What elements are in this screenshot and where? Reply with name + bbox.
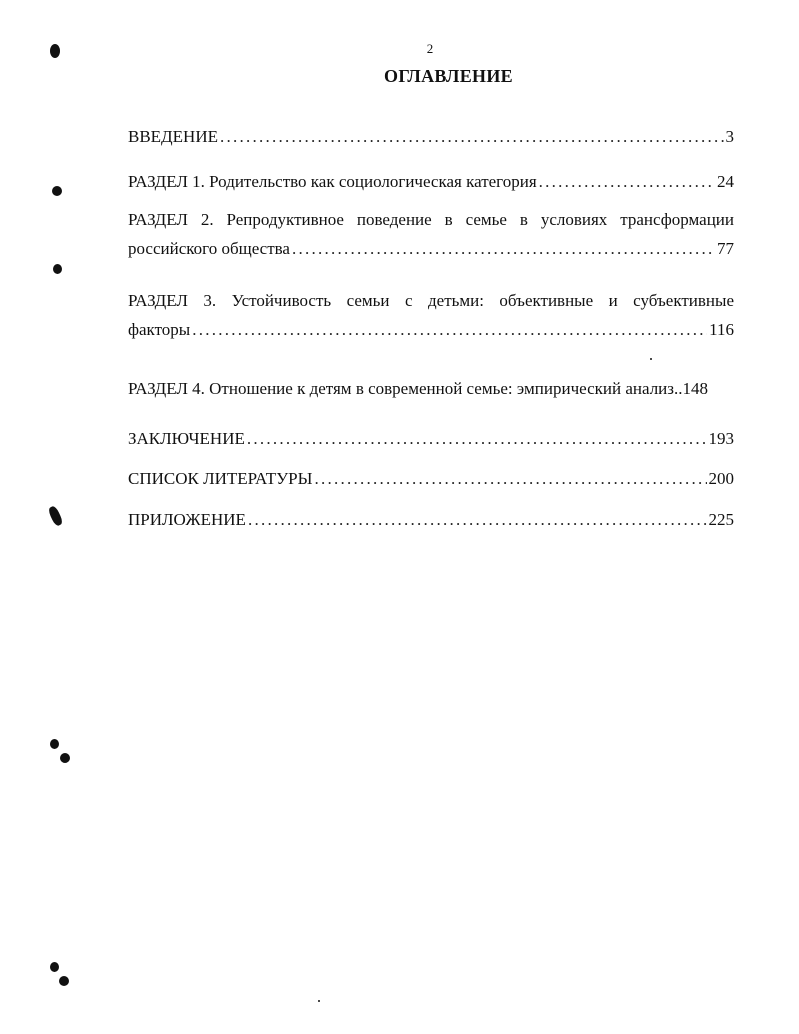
scan-blot	[60, 753, 70, 763]
scan-blot	[50, 962, 59, 972]
toc-page-number: 193	[708, 429, 734, 448]
toc-entry-text-line-2: факторы	[128, 320, 191, 339]
dot-leader	[220, 127, 724, 147]
toc-entry-section-2	[128, 210, 734, 259]
toc-entry-conclusion	[128, 429, 734, 449]
dot-leader	[314, 469, 706, 489]
page-number: 2	[426, 41, 434, 56]
scan-blot	[47, 505, 64, 527]
dot-leader	[292, 239, 715, 259]
toc-page-number: 24	[717, 172, 734, 191]
toc-page-number: 77	[717, 239, 734, 258]
toc-page-number: 200	[708, 469, 734, 488]
toc-entry-text: ПРИЛОЖЕНИЕ	[128, 510, 246, 529]
toc-entry-text-line-1: РАЗДЕЛ 3. Устойчивость семьи с детьми: объективные и субъективные	[128, 291, 734, 310]
toc-entry-text: СПИСОК ЛИТЕРАТУРЫ	[128, 469, 313, 488]
toc-page-number: 3	[725, 127, 734, 146]
dot-leader	[247, 429, 707, 449]
scan-speck	[318, 1000, 320, 1002]
scan-speck	[650, 358, 652, 360]
scan-blot	[52, 186, 62, 196]
toc-entry-references	[128, 469, 734, 489]
toc-entry-section-1	[128, 172, 734, 192]
dot-leader	[539, 172, 715, 192]
toc-entry-text-line-2: российского общества	[128, 239, 290, 258]
toc-entry-intro	[128, 127, 734, 147]
dot-leader	[248, 510, 707, 530]
scan-blot	[50, 44, 60, 58]
toc-entry-text: ВВЕДЕНИЕ	[128, 127, 218, 146]
scan-blot	[59, 976, 69, 986]
toc-page-number: 116	[709, 320, 734, 339]
toc-entry-section-4	[128, 379, 734, 399]
toc-entry-text-line-1: РАЗДЕЛ 2. Репродуктивное поведение в семье в условиях трансформации	[128, 210, 734, 229]
scan-blot	[50, 739, 59, 749]
toc-entry-appendix	[128, 510, 734, 530]
page-title: ОГЛАВЛЕНИЕ	[384, 66, 513, 86]
scan-blot	[53, 264, 62, 274]
toc-entry-text: РАЗДЕЛ 1. Родительство как социологическая категория	[128, 172, 537, 191]
toc-entry-text: РАЗДЕЛ 4. Отношение к детям в современной семье: эмпирический анализ..148	[128, 379, 708, 398]
dot-leader	[192, 320, 707, 340]
toc-page-number: 225	[708, 510, 734, 529]
toc-entry-section-3	[128, 291, 734, 340]
toc-entry-text: ЗАКЛЮЧЕНИЕ	[128, 429, 245, 448]
